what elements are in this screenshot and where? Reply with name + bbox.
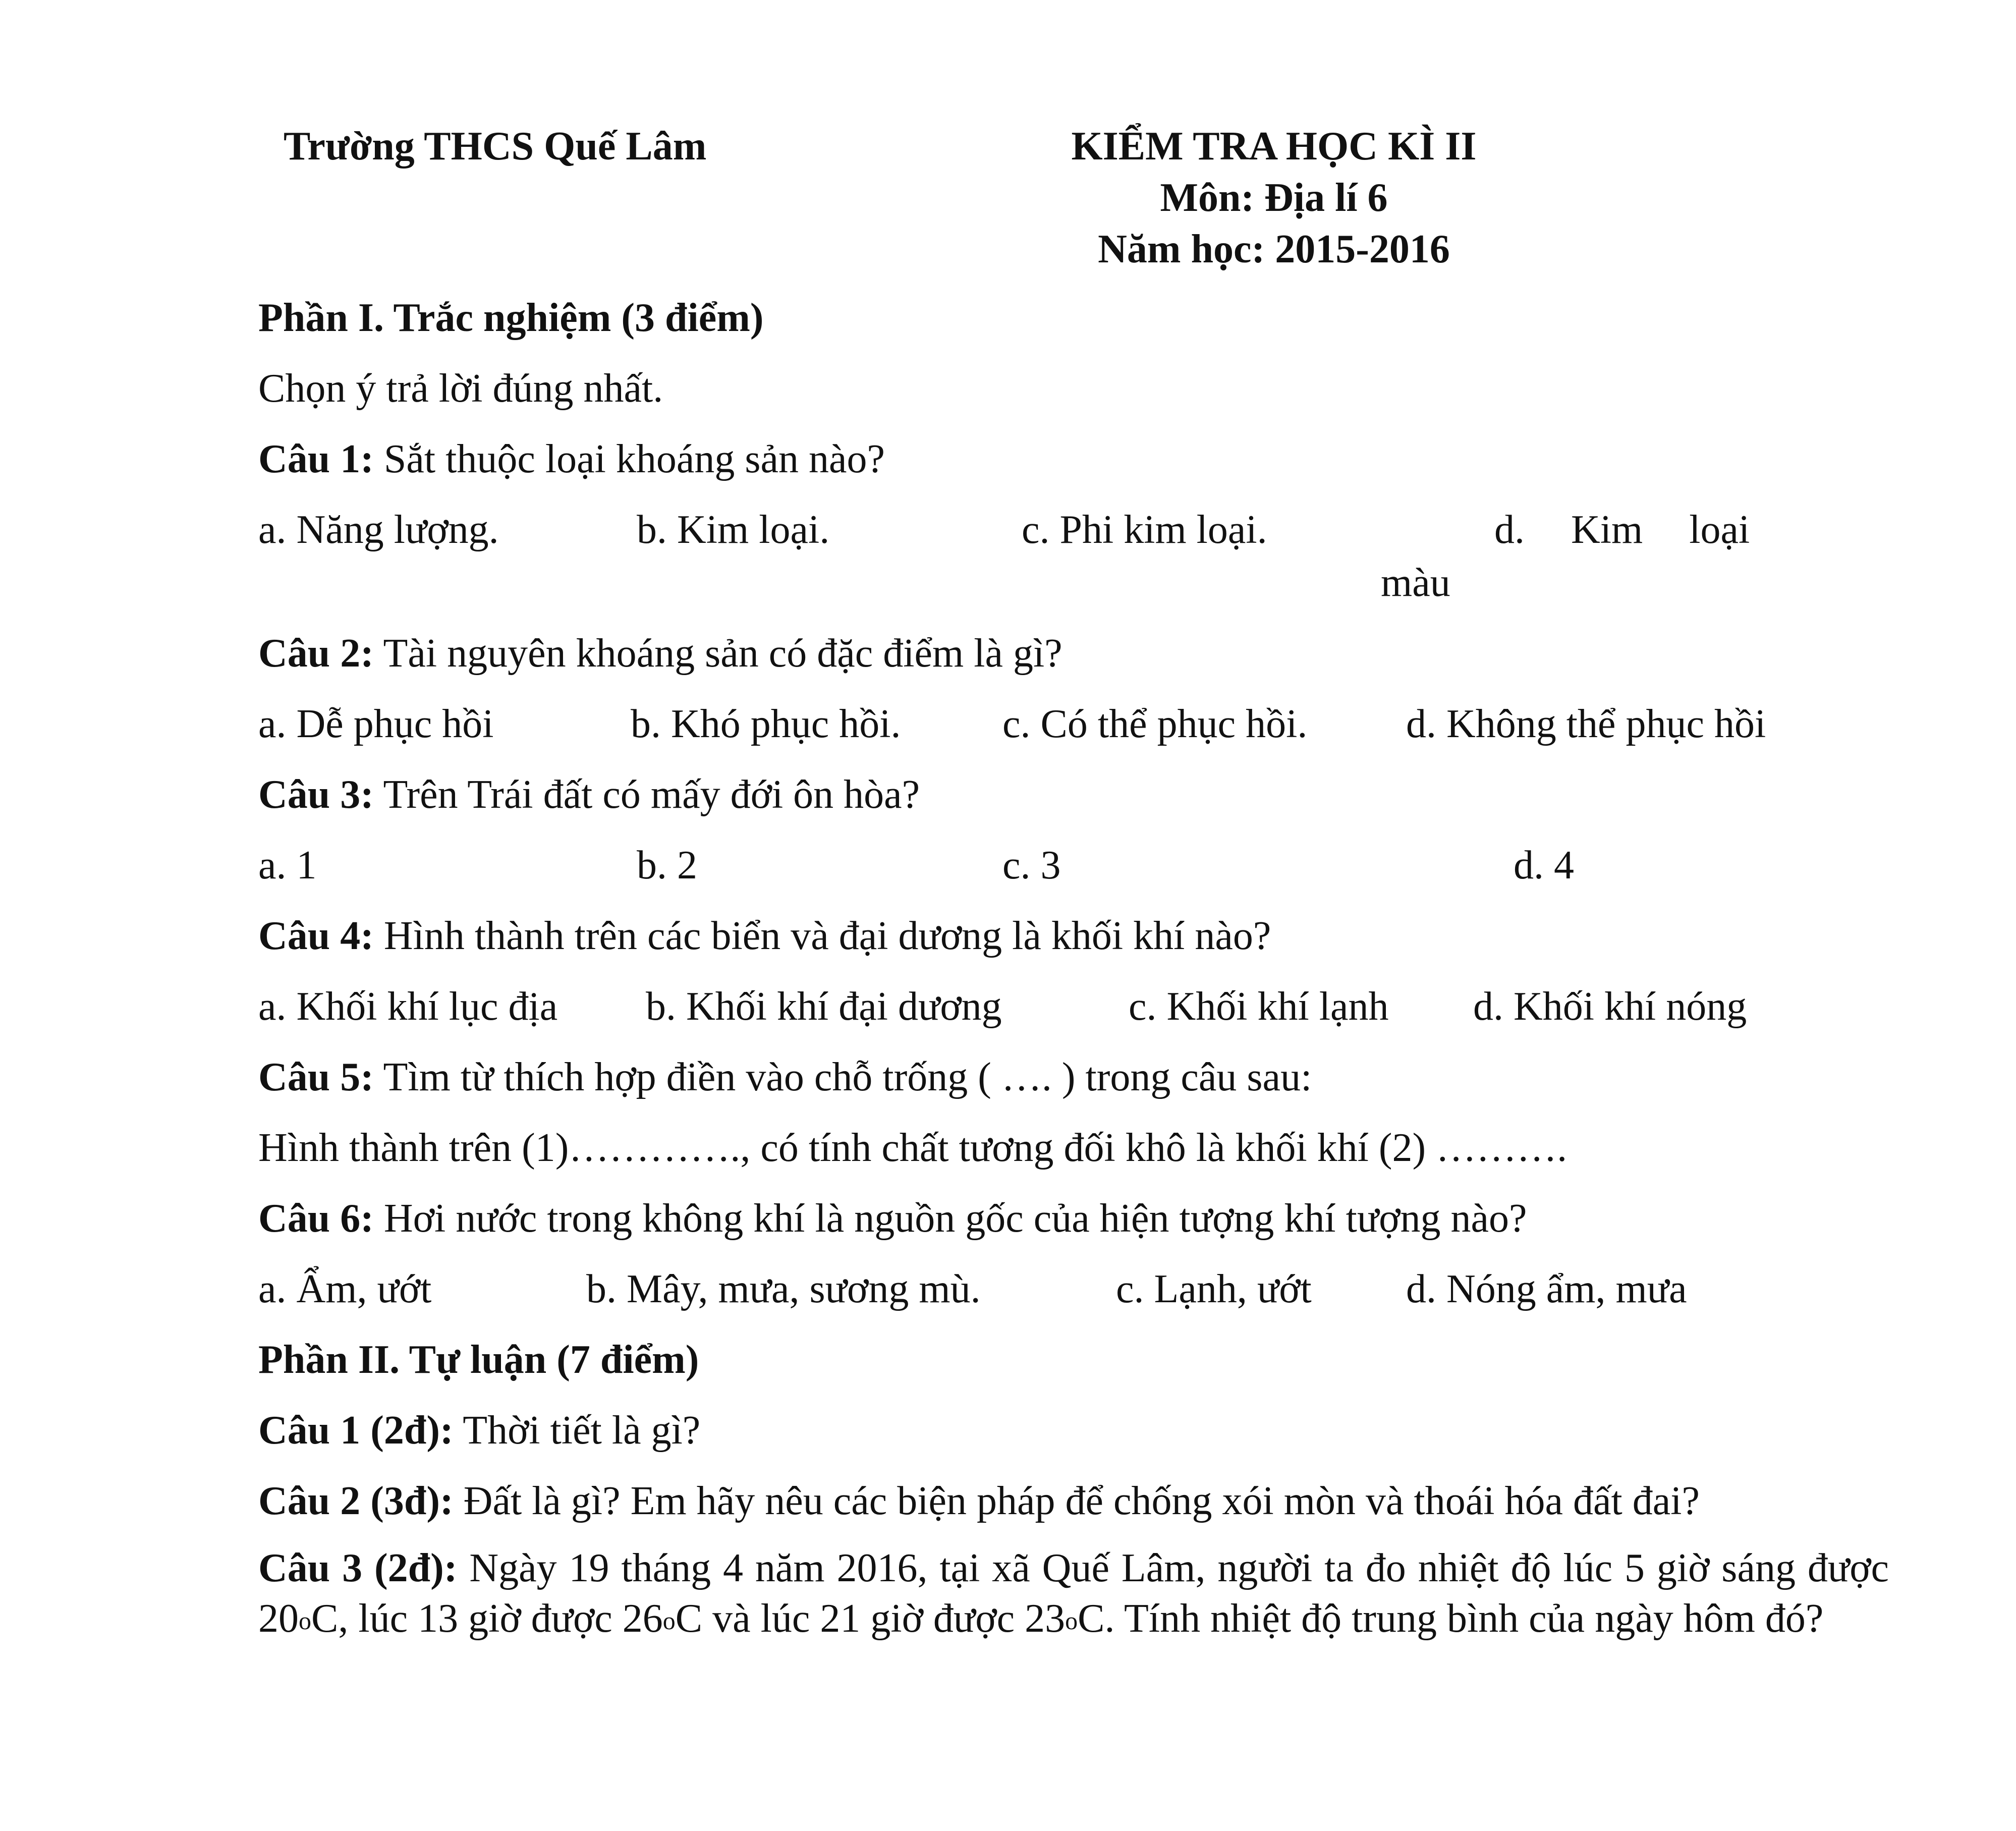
q1-option-d: d. Kim loại xyxy=(1494,508,1750,552)
question-1 xyxy=(258,439,885,479)
question-text: Hơi nước trong không khí là nguồn gốc của hiện tượng khí tượng nào? xyxy=(383,1196,1527,1241)
question-label: Câu 5: xyxy=(258,1055,374,1099)
question-text: Đất là gì? Em hãy nêu các biện pháp để chống xói mòn và thoái hóa đất đai? xyxy=(463,1479,1700,1523)
q3-option-d: d. 4 xyxy=(1514,843,1574,887)
q1-option-c: c. Phi kim loại. xyxy=(1022,508,1267,552)
q2-option-b: b. Khó phục hồi. xyxy=(631,702,901,746)
q6-option-c: c. Lạnh, ướt xyxy=(1116,1267,1312,1311)
question-label: Câu 2: xyxy=(258,631,374,676)
q6-option-d: d. Nóng ẩm, mưa xyxy=(1406,1267,1687,1311)
q4-option-a: a. Khối khí lục địa xyxy=(258,984,558,1029)
part1-instruction: Chọn ý trả lời đúng nhất. xyxy=(258,366,663,411)
q4-option-d: d. Khối khí nóng xyxy=(1473,984,1747,1029)
question-label: Câu 1: xyxy=(258,437,374,481)
question-5 xyxy=(258,1057,1312,1097)
q3-option-c: c. 3 xyxy=(1002,843,1061,887)
q5-fill-sentence: Hình thành trên (1)…………., có tính chất tương đối khô là khối khí (2) ………. xyxy=(258,1126,1567,1170)
q1-option-a: a. Năng lượng. xyxy=(258,508,499,552)
q4-option-b: b. Khối khí đại dương xyxy=(646,984,1002,1029)
question-label: Câu 3: xyxy=(258,772,374,817)
question-text: Tìm từ thích hợp điền vào chỗ trống ( …. ) trong câu sau: xyxy=(383,1055,1312,1099)
question-text: Hình thành trên các biển và đại dương là khối khí nào? xyxy=(383,914,1271,958)
question-text: Trên Trái đất có mấy đới ôn hòa? xyxy=(383,772,920,817)
question-4 xyxy=(258,916,1271,956)
q6-option-a: a. Ẩm, ướt xyxy=(258,1267,432,1311)
q3-option-b: b. 2 xyxy=(637,843,697,887)
q2-option-c: c. Có thể phục hồi. xyxy=(1002,702,1308,746)
q4-option-c: c. Khối khí lạnh xyxy=(1129,984,1389,1029)
essay-question-1 xyxy=(258,1410,700,1451)
essay-question-3: Câu 3 (2đ): Ngày 19 tháng 4 năm 2016, tại xã Quế Lâm, người ta đo nhiệt độ lúc 5 giờ sáng được 20$^o$C, lúc 13 giờ được 26$^o$C và lúc 21 giờ được 23$^o$C. Tính nhiệt độ trung bình của ngày hôm đó? xyxy=(258,1546,1889,1641)
q1-option-b: b. Kim loại. xyxy=(637,508,830,552)
question-label: Câu 2 (3đ): xyxy=(258,1479,454,1523)
question-6 xyxy=(258,1198,1527,1239)
part1-heading: Phần I. Trắc nghiệm (3 điểm) xyxy=(258,296,764,340)
q3-option-a: a. 1 xyxy=(258,843,317,887)
q2-option-a: a. Dễ phục hồi xyxy=(258,702,494,746)
question-label: Câu 3 (2đ): xyxy=(258,1546,458,1590)
exam-subject: Môn: Địa lí 6 xyxy=(1160,176,1388,220)
school-name: Trường THCS Quế Lâm xyxy=(284,124,707,169)
question-text: Thời tiết là gì? xyxy=(463,1408,701,1453)
essay-question-2 xyxy=(258,1481,1700,1521)
q6-option-b: b. Mây, mưa, sương mù. xyxy=(586,1267,981,1311)
school-year: Năm học: 2015-2016 xyxy=(1098,227,1450,271)
part2-heading: Phần II. Tự luận (7 điểm) xyxy=(258,1338,699,1382)
question-2 xyxy=(258,633,1062,674)
exam-title: KIỂM TRA HỌC KÌ II xyxy=(1071,124,1477,169)
question-label: Câu 6: xyxy=(258,1196,374,1241)
question-label: Câu 4: xyxy=(258,914,374,958)
q2-option-d: d. Không thể phục hồi xyxy=(1406,702,1766,746)
question-text: Tài nguyên khoáng sản có đặc điểm là gì? xyxy=(383,631,1062,676)
question-label: Câu 1 (2đ): xyxy=(258,1408,454,1453)
question-text: Sắt thuộc loại khoáng sản nào? xyxy=(383,437,885,481)
question-3 xyxy=(258,774,920,815)
q1-option-d-continued: màu xyxy=(1381,561,1450,605)
